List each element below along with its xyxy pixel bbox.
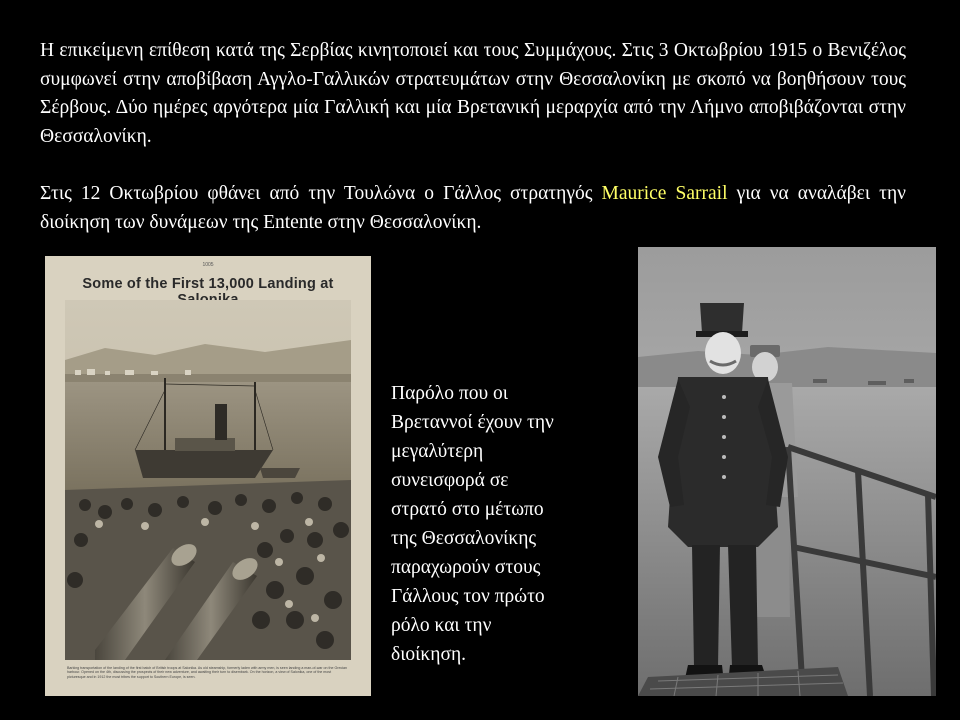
- side-caption-line: διοίκηση.: [391, 644, 467, 665]
- general-sarrail-photo: [638, 247, 936, 696]
- portrait-illustration: [638, 247, 936, 696]
- side-caption-line: Βρεταννοί έχουν την: [391, 412, 554, 433]
- sarrail-paragraph: [40, 180, 906, 237]
- newspaper-headline: Some of the First 13,000 Landing at: [82, 276, 334, 292]
- sarrail-name-highlight: Maurice Sarrail: [601, 183, 728, 204]
- salonika-landing-photo: [65, 300, 351, 660]
- side-caption-text: [391, 379, 623, 669]
- side-caption-line: ρόλο και την: [391, 615, 492, 636]
- newspaper-page-number: 1005: [202, 262, 214, 268]
- newspaper-clipping-image: [45, 256, 371, 696]
- side-caption-line: παραχωρούν στους: [391, 557, 541, 578]
- side-caption-line: συνεισφορά σε: [391, 470, 509, 491]
- sarrail-paragraph-end: για να αναλάβει την διοίκηση των δυνάμεων της Entente στην Θεσσαλονίκη.: [40, 183, 906, 233]
- side-caption-line: Γάλλους τον πρώτο: [391, 586, 545, 607]
- side-caption-line: μεγαλύτερη: [391, 441, 484, 462]
- newspaper-caption: Barking transportation of the landing of the first batch of British troops at Salonika. As old steamship, formerly laden with army men, is seen landing a man-of-war on the Grecian harbour. Opened on the 4th, discussing the prospects of their new adventure, and awaiting their turn to disembark. On the horizon, a view of Salonika, one of the most picturesque and in 1912 the most tribes the support to Southern Europe, is seen.: [67, 666, 348, 679]
- side-caption-line: της Θεσσαλονίκης: [391, 528, 537, 549]
- intro-paragraph: Η επικείμενη επίθεση κατά της Σερβίας κινητοποιεί και τους Συμμάχους. Στις 3 Οκτωβρίου 1915 ο Βενιζέλος συμφωνεί στην αποβίβαση Αγγλο-Γαλλικών στρατευμάτων στην Θεσσαλονίκη με σκοπό να βοηθήσουν τους Σέρβους. Δύο ημέρες αργότερα μία Γαλλική και μία Βρετανική μεραρχία από την Λήμνο αποβιβάζονται στην Θεσσαλονίκη.: [40, 40, 906, 147]
- sarrail-paragraph-start: Στις 12 Οκτωβρίου φθάνει από την Τουλώνα ο Γάλλος στρατηγός: [40, 183, 602, 204]
- side-caption-line: Παρόλο που οι: [391, 383, 508, 404]
- side-caption-line: στρατό στο μέτωπο: [391, 499, 544, 520]
